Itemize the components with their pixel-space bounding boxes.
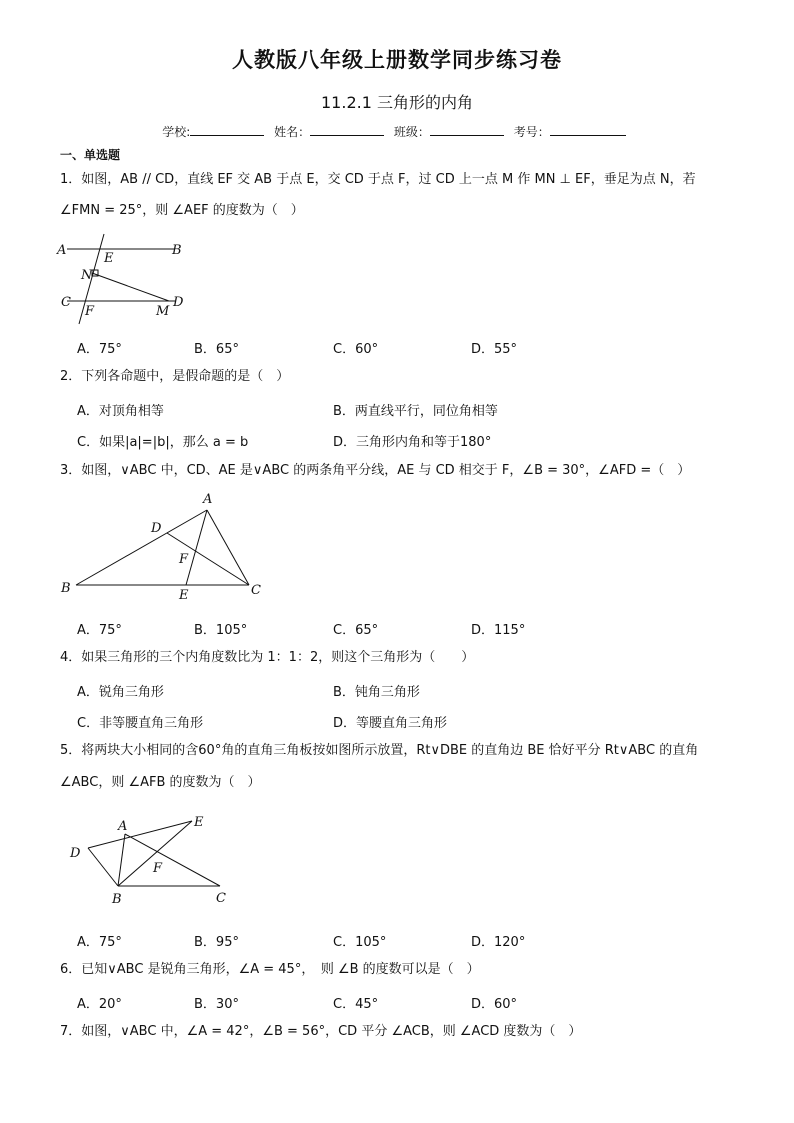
q1-option-c[interactable]: C．60° <box>333 342 379 357</box>
question-5-line1: 5．将两块大小相同的含60°角的直角三角板按如图所示放置，Rt∨DBE 的直角边 BE 恰好平分 Rt∨ABC 的直角 <box>60 743 699 758</box>
fig3-label-a: A <box>203 492 213 507</box>
class-blank[interactable] <box>430 125 504 136</box>
fig3-label-d: D <box>151 521 162 536</box>
question-3-line1: 3．如图，∨ABC 中，CD、AE 是∨ABC 的两条角平分线，AE 与 CD 相交于 F，∠B = 30°，∠AFD =（ ） <box>60 463 691 478</box>
q6-option-c[interactable]: C．45° <box>333 997 379 1012</box>
fig5-label-c: C <box>216 891 226 906</box>
exam-no-blank[interactable] <box>550 125 626 136</box>
fig5-label-b: B <box>112 892 122 907</box>
q6-option-a[interactable]: A．20° <box>77 997 122 1012</box>
fig1-label-a: A <box>57 243 67 258</box>
q3-option-c[interactable]: C．65° <box>333 623 379 638</box>
q5-option-b[interactable]: B．95° <box>194 935 239 950</box>
figure-1 <box>55 232 205 328</box>
class-label: 班级： <box>393 125 430 139</box>
q2-option-a[interactable]: A．对顶角相等 <box>77 404 164 419</box>
q1-option-d[interactable]: D．55° <box>471 342 518 357</box>
fig1-label-c: C <box>61 295 71 310</box>
question-1-line1: 1．如图，AB // CD，直线 EF 交 AB 于点 E，交 CD 于点 F，过 CD 上一点 M 作 MN ⊥ EF，垂足为点 N，若 <box>60 172 696 187</box>
figure-3 <box>55 488 270 604</box>
q4-option-d[interactable]: D．等腰直角三角形 <box>333 716 448 731</box>
q2-option-b[interactable]: B．两直线平行，同位角相等 <box>333 404 498 419</box>
fig1-label-b: B <box>172 243 182 258</box>
fig3-label-c: C <box>251 583 261 598</box>
q4-option-c[interactable]: C．非等腰直角三角形 <box>77 716 204 731</box>
fig1-label-n: N <box>81 268 93 283</box>
page-subtitle: 11.2.1 三角形的内角 <box>321 93 473 112</box>
fig5-label-e: E <box>194 815 204 830</box>
q2-option-d[interactable]: D．三角形内角和等于180° <box>333 435 492 450</box>
fig1-label-m: M <box>156 304 170 319</box>
school-blank[interactable] <box>190 125 264 136</box>
question-7-line1: 7．如图，∨ABC 中，∠A = 42°，∠B = 56°，CD 平分 ∠ACB，则 ∠ACD 度数为（ ） <box>60 1024 582 1039</box>
q3-option-b[interactable]: B．105° <box>194 623 248 638</box>
question-1-line2: ∠FMN = 25°，则 ∠AEF 的度数为（ ） <box>60 203 304 218</box>
q6-option-d[interactable]: D．60° <box>471 997 518 1012</box>
q5-option-c[interactable]: C．105° <box>333 935 387 950</box>
fig5-label-f: F <box>153 861 163 876</box>
question-5-line2: ∠ABC，则 ∠AFB 的度数为（ ） <box>60 775 261 790</box>
q6-option-b[interactable]: B．30° <box>194 997 239 1012</box>
q4-option-a[interactable]: A．锐角三角形 <box>77 685 164 700</box>
q4-option-b[interactable]: B．钝角三角形 <box>333 685 420 700</box>
school-label: 学校: <box>162 125 191 139</box>
fig1-label-f: F <box>85 304 95 319</box>
q1-option-b[interactable]: B．65° <box>194 342 239 357</box>
page-title: 人教版八年级上册数学同步练习卷 <box>232 48 562 72</box>
figure-5 <box>62 808 242 910</box>
q2-option-c[interactable]: C．如果|a|=|b|，那么 a = b <box>77 435 249 450</box>
name-blank[interactable] <box>310 125 384 136</box>
exam-no-label: 考号： <box>513 125 550 139</box>
fig1-label-d: D <box>173 295 184 310</box>
section-title: 一、单选题 <box>60 148 121 162</box>
fig5-label-d: D <box>70 846 81 861</box>
fig1-label-e: E <box>104 251 114 266</box>
q3-option-a[interactable]: A．75° <box>77 623 122 638</box>
question-2-line1: 2．下列各命题中，是假命题的是（ ） <box>60 369 290 384</box>
fig5-label-a: A <box>118 819 128 834</box>
fig3-label-f: F <box>179 552 189 567</box>
question-4-line1: 4．如果三角形的三个内角度数比为 1：1：2，则这个三角形为（ ） <box>60 650 475 665</box>
q5-option-d[interactable]: D．120° <box>471 935 526 950</box>
student-info-row <box>0 123 794 140</box>
q5-option-a[interactable]: A．75° <box>77 935 122 950</box>
q1-option-a[interactable]: A．75° <box>77 342 122 357</box>
fig3-label-e: E <box>179 588 189 603</box>
question-6-line1: 6．已知∨ABC 是锐角三角形，∠A = 45°， 则 ∠B 的度数可以是（ ） <box>60 962 480 977</box>
fig3-label-b: B <box>61 581 71 596</box>
name-label: 姓名： <box>274 125 311 139</box>
q3-option-d[interactable]: D．115° <box>471 623 526 638</box>
